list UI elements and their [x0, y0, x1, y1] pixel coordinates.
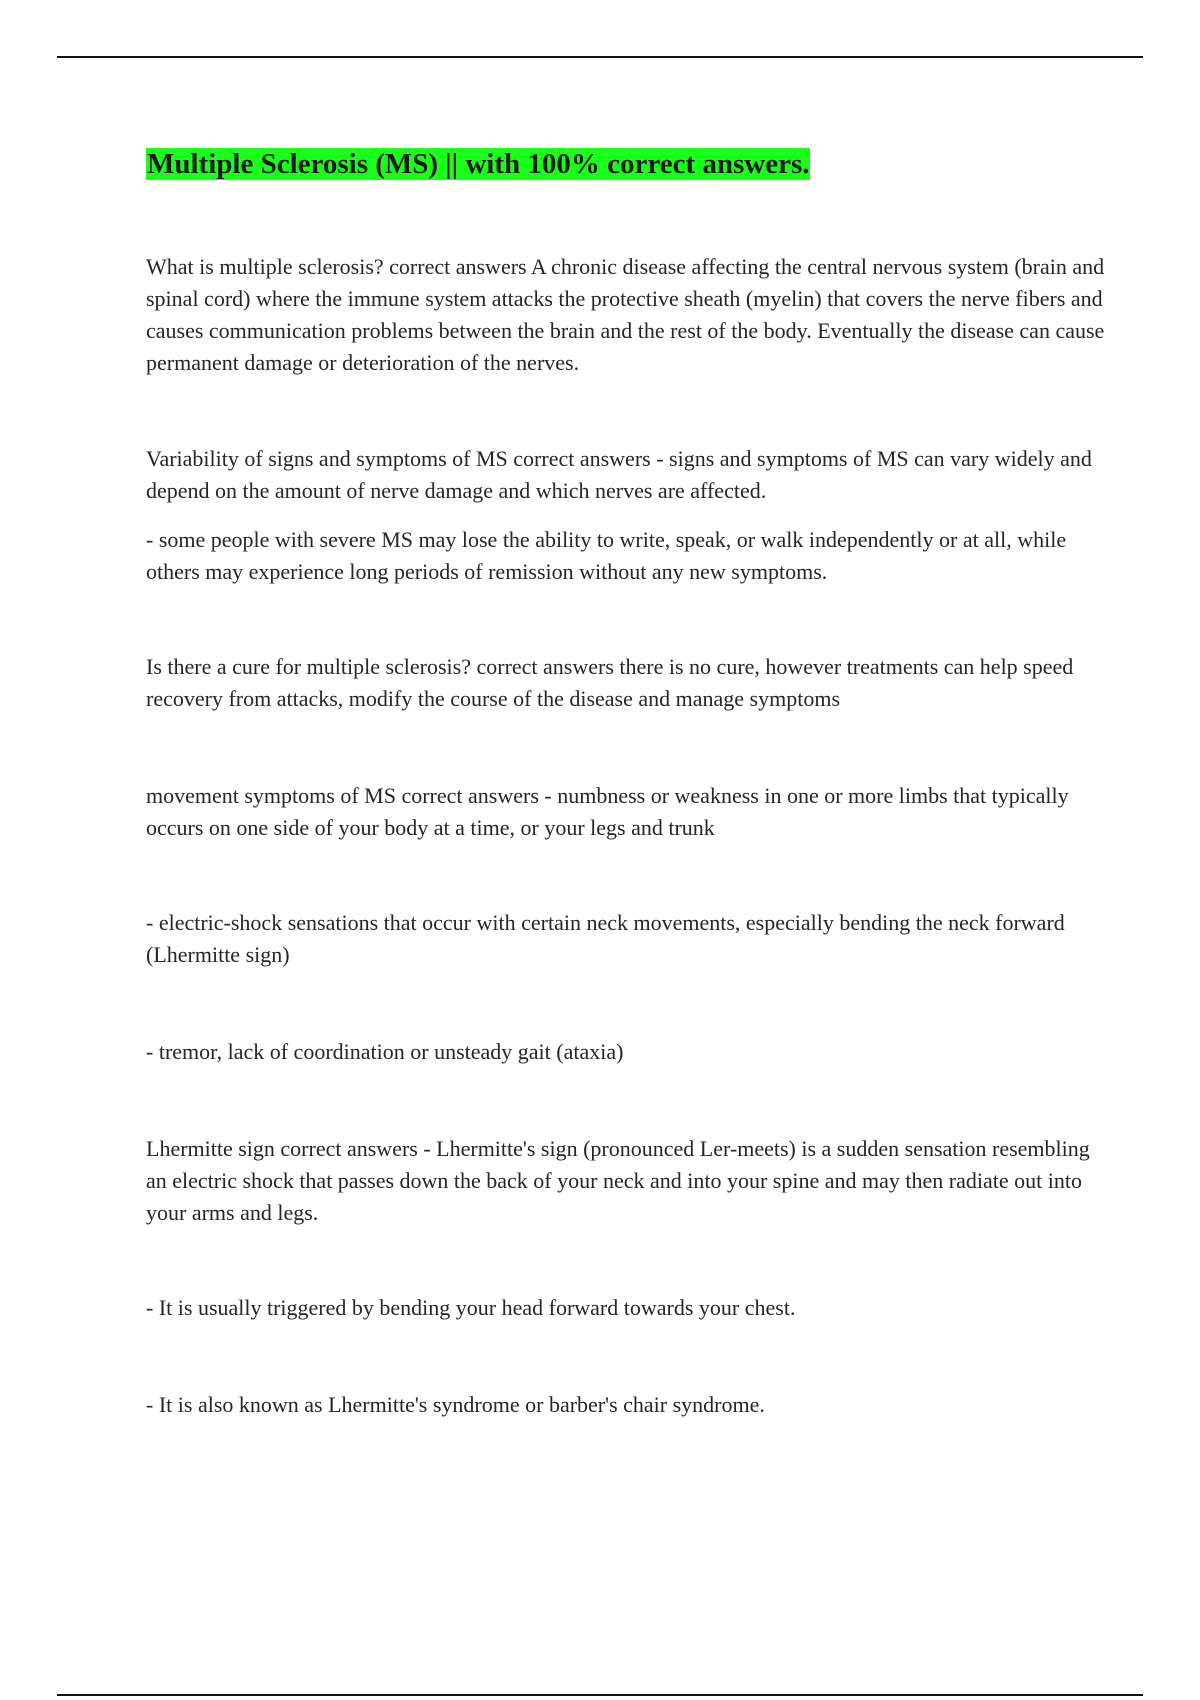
paragraph-triggered: - It is usually triggered by bending your head forward towards your chest. — [146, 1295, 796, 1320]
paragraph-tremor: - tremor, lack of coordination or unsteady gait (ataxia) — [146, 1039, 624, 1064]
paragraph-lhermitte-sign: Lhermitte sign correct answers - Lhermitte's sign (pronounced Ler-meets) is a sudden sensation resembling an electric shock that passes down the back of your neck and into your spine and may then radiate out into your arms and legs. — [146, 1136, 1090, 1225]
document-title-text: Multiple Sclerosis (MS) || with 100% correct answers. — [147, 148, 810, 180]
paragraph-movement-symptoms: movement symptoms of MS correct answers - numbness or weakness in one or more limbs that typically occurs on one side of your body at a time, or your legs and trunk — [146, 783, 1069, 840]
paragraph-also-known: - It is also known as Lhermitte's syndrome or barber's chair syndrome. — [146, 1392, 765, 1417]
top-divider — [57, 56, 1143, 58]
paragraph-variability: Variability of signs and symptoms of MS correct answers - signs and symptoms of MS can vary widely and depend on the amount of nerve damage and which nerves are affected. — [146, 446, 1092, 503]
paragraph-what-is-ms: What is multiple sclerosis? correct answers A chronic disease affecting the central nervous system (brain and spinal cord) where the immune system attacks the protective sheath (myelin) that covers the nerve fibers and causes communication problems between the brain and the rest of the body. Eventually the disease can cause permanent damage or deterioration of the nerves. — [146, 254, 1105, 375]
paragraph-electric-shock: - electric-shock sensations that occur with certain neck movements, especially bending the neck forward (Lhermitte sign) — [146, 910, 1065, 967]
paragraph-severe-ms: - some people with severe MS may lose the ability to write, speak, or walk independently or at all, while others may experience long periods of remission without any new symptoms. — [146, 527, 1067, 584]
bottom-divider — [57, 1694, 1143, 1696]
paragraph-cure: Is there a cure for multiple sclerosis? correct answers there is no cure, however treatments can help speed recovery from attacks, modify the course of the disease and manage symptoms — [146, 654, 1074, 711]
document-title — [146, 146, 810, 182]
